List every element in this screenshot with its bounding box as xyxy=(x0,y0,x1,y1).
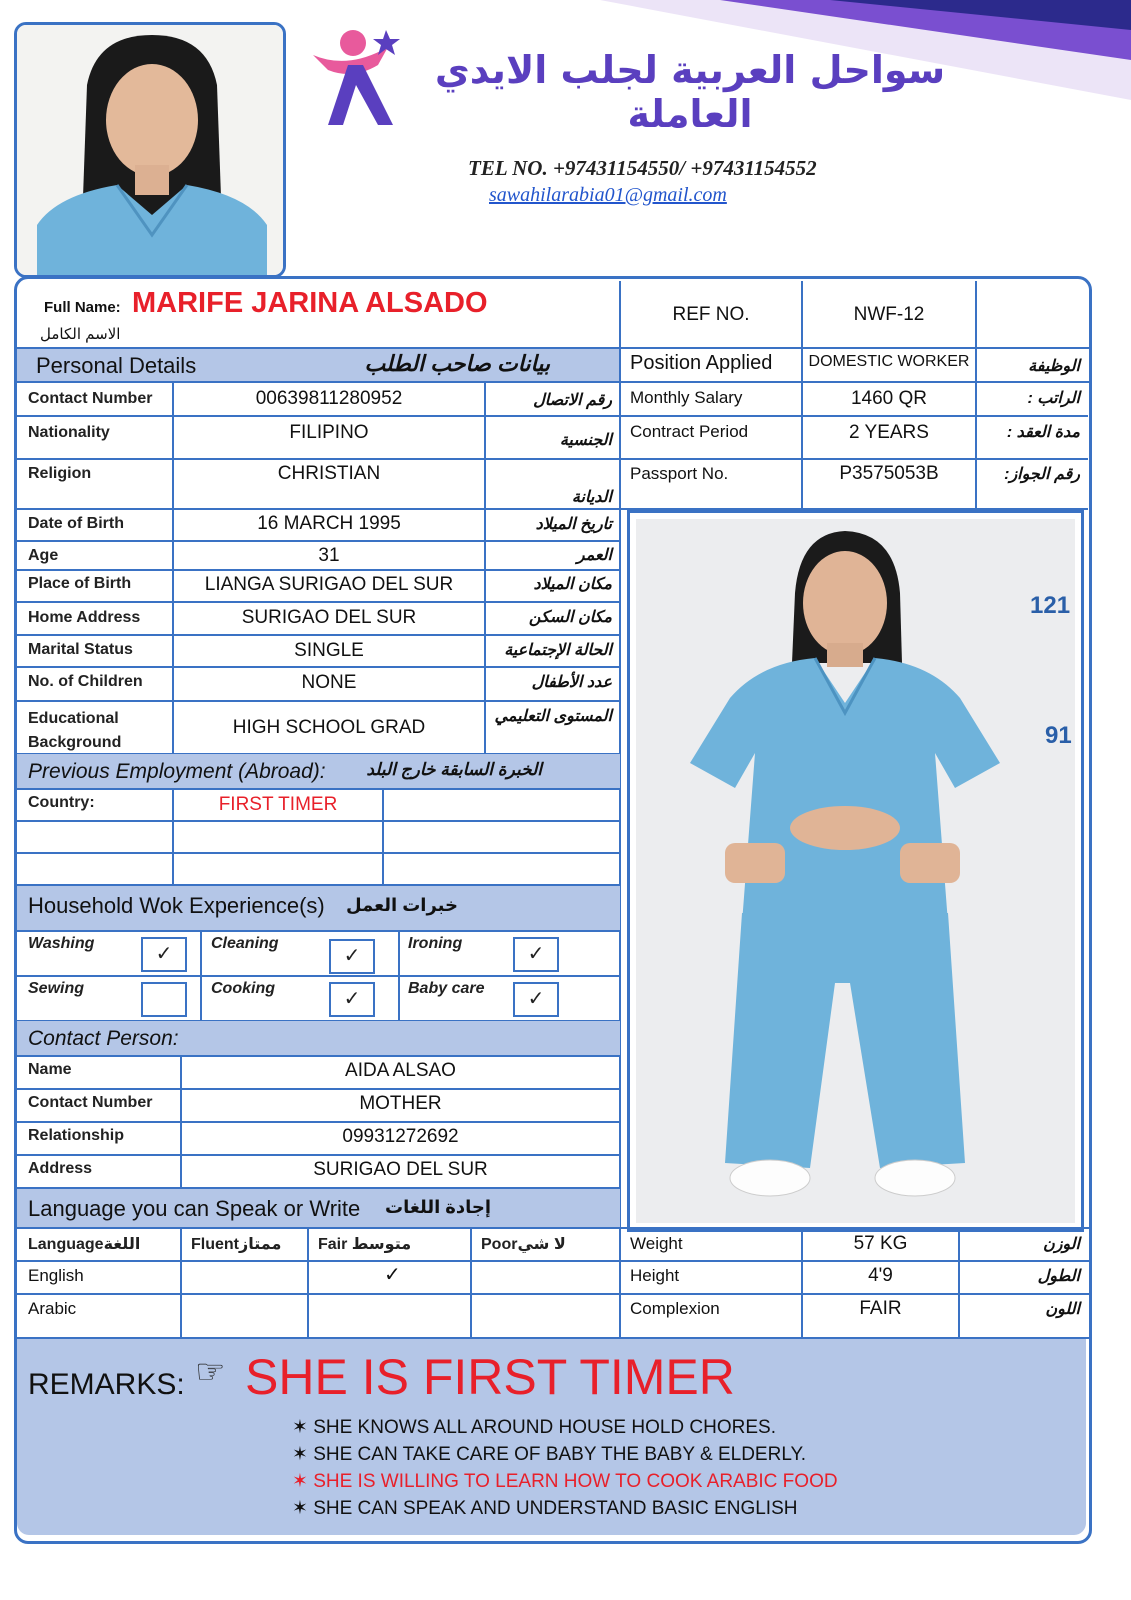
complexion-label: Complexion xyxy=(630,1299,720,1318)
education-value: HIGH SCHOOL GRAD xyxy=(232,717,426,738)
lang-header-poor: Poorلا شي xyxy=(481,1236,566,1253)
cp-relationship-label: Relationship xyxy=(28,1127,125,1144)
weight-label-ar: الوزن xyxy=(1042,1236,1080,1253)
contract-period-value: 2 YEARS xyxy=(849,422,929,443)
marital-status-label: Marital Status xyxy=(28,641,133,658)
complexion-value: FAIR xyxy=(859,1298,902,1319)
lang-arabic: Arabic xyxy=(28,1299,77,1318)
full-name: MARIFE JARINA ALSADO xyxy=(132,287,488,319)
ironing-checkbox[interactable]: ✓ xyxy=(513,937,559,972)
cp-contact-label: Contact Number xyxy=(28,1094,153,1111)
full-name-label-ar: الاسم الكامل xyxy=(40,326,121,343)
nationality-value: FILIPINO xyxy=(289,422,369,443)
position-value: DOMESTIC WORKER xyxy=(808,353,970,370)
salary-label-ar: الراتب : xyxy=(1027,390,1080,407)
religion-label: Religion xyxy=(28,465,92,482)
remark-bullet-4: ✶ SHE CAN SPEAK AND UNDERSTAND BASIC ENGLISH xyxy=(292,1498,798,1519)
lang-english: English xyxy=(28,1266,84,1285)
photo-mark-121: 121 xyxy=(1030,592,1071,619)
country-label: Country: xyxy=(28,794,95,811)
height-label: Height xyxy=(630,1266,680,1285)
tel-numbers: TEL NO. +97431154550/ +97431154552 xyxy=(468,156,817,180)
position-label-ar: الوظيفة xyxy=(1028,358,1080,375)
salary-value: 1460 QR xyxy=(850,388,928,409)
lang-header-language: Languageاللغة xyxy=(28,1236,141,1253)
sewing-label: Sewing xyxy=(28,980,85,997)
cp-address-label: Address xyxy=(28,1160,93,1177)
height-label-ar: الطول xyxy=(1037,1268,1080,1285)
household-title: Household Wok Experience(s) xyxy=(28,893,325,918)
photo-mark-91: 91 xyxy=(1045,722,1072,749)
place-of-birth-value: LIANGA SURIGAO DEL SUR xyxy=(204,574,454,595)
country-value: FIRST TIMER xyxy=(218,794,338,815)
personal-details-title-ar: بيانات صاحب الطلب xyxy=(364,351,550,376)
contract-period-label-ar: مدة العقد : xyxy=(1006,424,1080,441)
previous-employment-title: Previous Employment (Abroad): xyxy=(28,760,326,783)
marital-status-value: SINGLE xyxy=(294,640,364,661)
nationality-label: Nationality xyxy=(28,424,110,441)
passport-label: Passport No. xyxy=(630,464,729,483)
cooking-checkbox[interactable]: ✓ xyxy=(329,982,375,1017)
lang-header-fluent: Fluentممتاز xyxy=(191,1236,282,1253)
remark-bullet-3: ✶ SHE IS WILLING TO LEARN HOW TO COOK ARABIC FOOD xyxy=(292,1471,838,1492)
education-label-ar: المستوى التعليمي xyxy=(494,708,612,725)
ref-value: NWF-12 xyxy=(853,304,925,325)
ironing-label: Ironing xyxy=(408,935,463,952)
washing-label: Washing xyxy=(28,935,95,952)
company-logo xyxy=(308,25,408,135)
baby-care-label: Baby care xyxy=(408,980,485,997)
dob-label: Date of Birth xyxy=(28,515,124,532)
cleaning-label: Cleaning xyxy=(211,935,279,952)
email-link[interactable]: sawahilarabia01@gmail.com xyxy=(489,184,727,206)
place-of-birth-label-ar: مكان الميلاد xyxy=(533,576,612,593)
cp-address-value: SURIGAO DEL SUR xyxy=(313,1159,488,1180)
cooking-label: Cooking xyxy=(211,980,275,997)
language-title-ar: إجادة اللغات xyxy=(385,1197,492,1217)
religion-label-ar: الديانة xyxy=(571,489,612,506)
previous-employment-title-ar: الخبرة السابقة خارج البلد xyxy=(366,760,542,779)
height-value: 4'9 xyxy=(868,1265,893,1286)
passport-label-ar: رقم الجواز: xyxy=(1004,466,1080,483)
contact-number-label-ar: رقم الاتصال xyxy=(533,392,612,409)
cp-contact-value: MOTHER xyxy=(359,1093,442,1114)
age-value: 31 xyxy=(318,545,340,566)
sewing-checkbox[interactable] xyxy=(141,982,187,1017)
full-name-label: Full Name: xyxy=(44,299,121,316)
personal-details-title: Personal Details xyxy=(36,353,197,378)
nationality-label-ar: الجنسية xyxy=(559,432,612,449)
cleaning-checkbox[interactable]: ✓ xyxy=(329,939,375,974)
contact-number-label: Contact Number xyxy=(28,390,153,407)
passport-value: P3575053B xyxy=(839,463,939,484)
home-address-label-ar: مكان السكن xyxy=(528,609,612,626)
children-value: NONE xyxy=(301,672,357,693)
education-label: Educational Background xyxy=(28,710,122,751)
weight-label: Weight xyxy=(630,1234,683,1253)
home-address-label: Home Address xyxy=(28,609,141,626)
dob-value: 16 MARCH 1995 xyxy=(257,513,401,534)
remarks-headline: SHE IS FIRST TIMER xyxy=(245,1349,735,1405)
position-label: Position Applied xyxy=(630,352,773,374)
cp-name-label: Name xyxy=(28,1061,72,1078)
cp-relationship-value: 09931272692 xyxy=(342,1126,459,1147)
language-title: Language you can Speak or Write xyxy=(28,1196,361,1221)
home-address-value: SURIGAO DEL SUR xyxy=(241,607,417,628)
ref-label: REF NO. xyxy=(672,304,750,325)
place-of-birth-label: Place of Birth xyxy=(28,575,132,592)
weight-value: 57 KG xyxy=(853,1233,908,1254)
remark-bullet-2: ✶ SHE CAN TAKE CARE OF BABY THE BABY & ELDERLY. xyxy=(292,1444,806,1465)
full-body-photo xyxy=(627,510,1084,1232)
pointer-icon: ☞ xyxy=(195,1353,226,1391)
washing-checkbox[interactable]: ✓ xyxy=(141,937,187,972)
lang-header-fair: Fair متوسط xyxy=(318,1236,412,1253)
religion-value: CHRISTIAN xyxy=(277,463,381,484)
salary-label: Monthly Salary xyxy=(630,388,743,407)
contract-period-label: Contract Period xyxy=(630,422,749,441)
cp-name-value: AIDA ALSAO xyxy=(345,1060,456,1081)
age-label: Age xyxy=(28,547,59,564)
marital-status-label-ar: الحالة الإجتماعية xyxy=(504,642,612,659)
remark-bullet-1: ✶ SHE KNOWS ALL AROUND HOUSE HOLD CHORES. xyxy=(292,1417,776,1438)
household-title-ar: خبرات العمل xyxy=(346,895,458,915)
lang-english-fair-check: ✓ xyxy=(384,1264,401,1286)
headshot-photo xyxy=(14,22,286,278)
children-label-ar: عدد الأطفال xyxy=(531,674,612,691)
age-label-ar: العمر xyxy=(576,547,612,564)
children-label: No. of Children xyxy=(28,673,143,690)
dob-label-ar: تاريخ الميلاد xyxy=(535,516,612,533)
complexion-label-ar: اللون xyxy=(1045,1301,1080,1318)
contact-person-title: Contact Person: xyxy=(28,1027,179,1050)
baby-care-checkbox[interactable]: ✓ xyxy=(513,982,559,1017)
company-name-ar: سواحل العربية لجلب الايدي العاملة xyxy=(434,48,946,136)
contact-number-value: 00639811280952 xyxy=(255,388,403,409)
remarks-label: REMARKS: xyxy=(28,1368,185,1401)
